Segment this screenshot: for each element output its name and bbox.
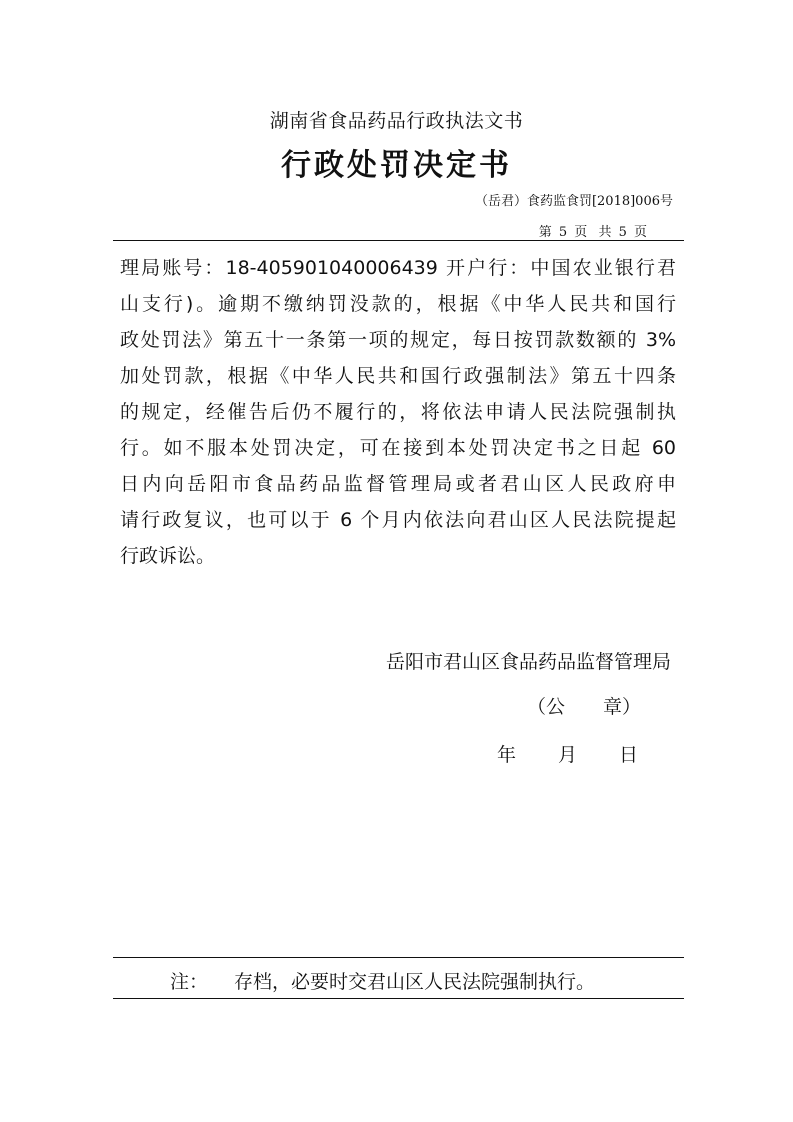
body-line: 的规定，经催告后仍不履行的，将依法申请人民法院强制执: [120, 401, 676, 423]
body-line: 山支行)。逾期不缴纳罚没款的，根据《中华人民共和国行: [120, 293, 676, 315]
page-current: 第 5 页: [538, 225, 588, 240]
body-line: 请行政复议，也可以于 6 个月内依法向君山区人民法院提起: [120, 509, 676, 531]
page-info: [535, 221, 647, 240]
footer-note-label: 注：: [170, 971, 209, 993]
body-line: 日内向岳阳市食品药品监督管理局或者君山区人民政府申: [120, 473, 676, 495]
footer-divider-bottom: [113, 998, 684, 999]
body-line: 政处罚法》第五十一条第一项的规定，每日按罚款数额的 3%: [120, 329, 676, 351]
official-seal-placeholder: （公 章）: [527, 696, 642, 718]
document-title: 行政处罚决定书: [281, 148, 512, 183]
body-line: 行政诉讼。: [120, 545, 216, 567]
body-line: 加处罚款，根据《中华人民共和国行政强制法》第五十四条: [120, 365, 676, 387]
footer-divider-top: [113, 957, 684, 958]
header-divider: [113, 240, 684, 241]
document-body: [120, 250, 676, 574]
signature-organization: 岳阳市君山区食品药品监督管理局: [385, 651, 671, 673]
date-year: 年: [497, 744, 517, 766]
page-total: 共 5 页: [598, 225, 647, 240]
document-number: （岳君）食药监食罚[2018]006号: [474, 194, 673, 209]
date-month: 月: [558, 744, 578, 766]
body-line: 理局账号：18-405901040006439 开户行：中国农业银行君: [120, 257, 676, 279]
footer-note: [170, 967, 595, 994]
document-header-organization: 湖南省食品药品行政执法文书: [269, 110, 524, 132]
footer-note-text: 存档，必要时交君山区人民法院强制执行。: [234, 971, 596, 993]
signature-date: [497, 740, 638, 767]
date-day: 日: [619, 744, 639, 766]
body-line: 行。如不服本处罚决定，可在接到本处罚决定书之日起 60: [120, 437, 676, 459]
